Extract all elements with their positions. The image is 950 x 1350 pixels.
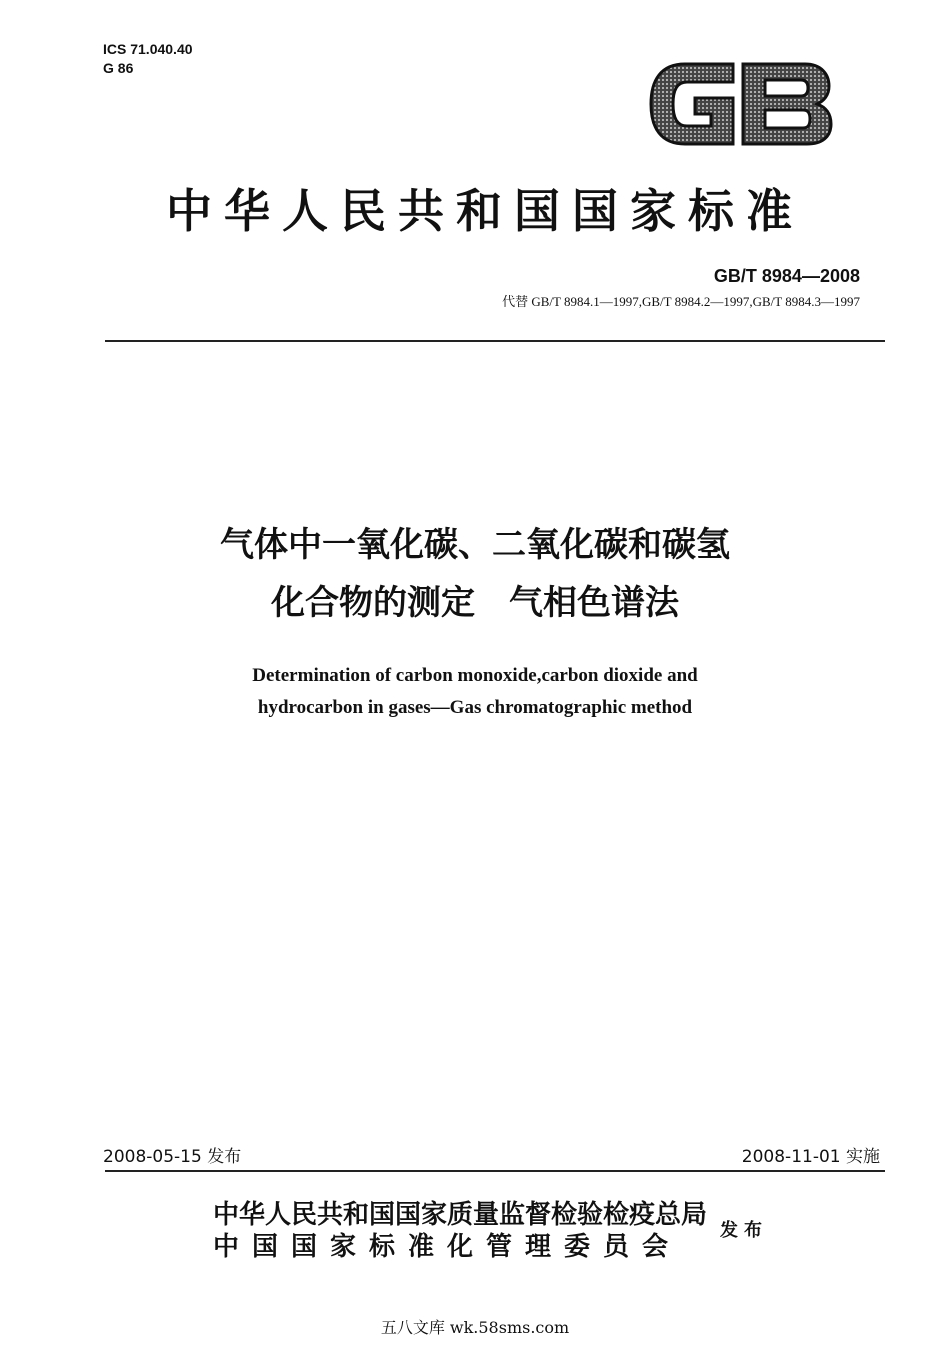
national-standard-title: 中华人民共和国国家标准 xyxy=(166,184,804,238)
watermark-footer: 五八文库 wk.58sms.com xyxy=(380,1318,570,1337)
ccs-code: G 86 xyxy=(103,60,134,76)
header-divider xyxy=(105,340,885,342)
issue-date: 2008-05-15 发布 xyxy=(103,1147,242,1167)
issue-action: 发布 xyxy=(720,1220,768,1241)
standard-number: GB/T 8984—2008 xyxy=(713,266,860,286)
issuer-sac: 中国国家标准化管理委员会 xyxy=(213,1232,682,1262)
document-title-en-line2: hydrocarbon in gases—Gas chromatographic method xyxy=(257,697,693,718)
document-title-zh-line2: 化合物的测定 气相色谱法 xyxy=(271,583,679,623)
implementation-date: 2008-11-01 实施 xyxy=(741,1147,880,1167)
replaces-standards: 代替 GB/T 8984.1—1997,GB/T 8984.2—1997,GB/T 8984.3—1997 xyxy=(502,294,860,309)
classification-codes xyxy=(103,40,193,78)
issuer-aqsiq: 中华人民共和国国家质量监督检验检疫总局 xyxy=(213,1200,708,1230)
gb-logo xyxy=(645,58,835,150)
document-title-en-line1: Determination of carbon monoxide,carbon dioxide and xyxy=(252,665,698,686)
ics-code: ICS 71.040.40 xyxy=(103,41,193,57)
footer-divider xyxy=(105,1170,885,1172)
document-title-zh-line1: 气体中一氧化碳、二氧化碳和碳氢 xyxy=(220,525,730,565)
